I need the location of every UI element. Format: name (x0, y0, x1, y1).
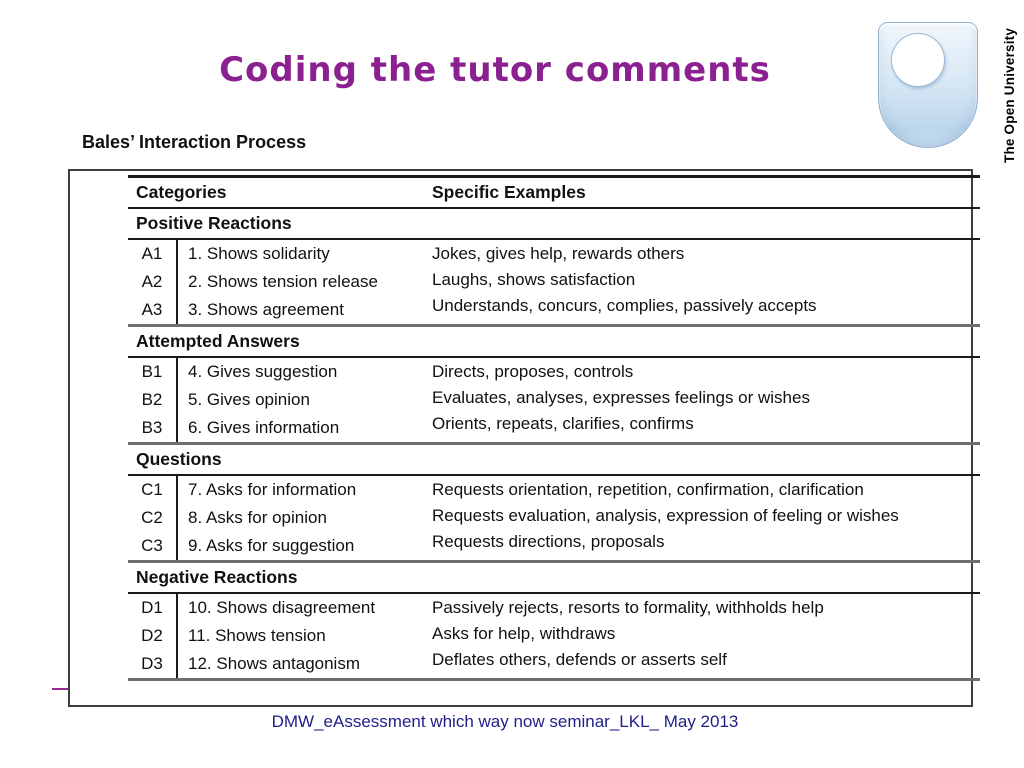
table-section (128, 327, 980, 445)
categories-column (178, 358, 430, 442)
section-title: Questions (128, 445, 980, 476)
section-title: Negative Reactions (128, 563, 980, 594)
row-category: 5. Gives opinion (188, 390, 310, 409)
row-code: D3 (141, 654, 163, 673)
row-code: A1 (141, 244, 163, 263)
codes-column (128, 594, 178, 678)
row-example: Directs, proposes, controls (432, 362, 634, 381)
row-category: 6. Gives information (188, 418, 340, 437)
table-sections (128, 209, 980, 681)
row-category: 9. Asks for suggestion (188, 536, 355, 555)
row-code: D1 (141, 598, 163, 617)
row-code: A2 (141, 272, 163, 291)
section-body (128, 358, 980, 442)
section-body (128, 240, 980, 324)
column-header-categories: Categories (136, 182, 227, 202)
row-code: D2 (141, 626, 163, 645)
page-title: Coding the tutor comments (219, 50, 771, 90)
row-example: Evaluates, analyses, expresses feelings or wishes (432, 388, 810, 407)
bales-interaction-table (128, 175, 980, 681)
row-example: Requests directions, proposals (432, 532, 665, 551)
row-code: C1 (141, 480, 163, 499)
row-code: C3 (141, 536, 163, 555)
logo-circle-icon (891, 33, 945, 87)
table-caption: Bales’ Interaction Process (82, 132, 307, 152)
codes-column (128, 240, 178, 324)
row-example: Laughs, shows satisfaction (432, 270, 636, 289)
row-category: 8. Asks for opinion (188, 508, 327, 527)
row-example: Requests orientation, repetition, confirmation, clarification (432, 480, 864, 499)
row-example: Understands, concurs, complies, passively accepts (432, 296, 817, 315)
codes-column (128, 358, 178, 442)
row-code: B1 (141, 362, 163, 381)
table-section (128, 563, 980, 681)
row-category: 10. Shows disagreement (188, 598, 376, 617)
examples-column (430, 476, 980, 560)
section-body (128, 476, 980, 560)
row-example: Deflates others, defends or asserts self (432, 650, 727, 669)
table-header-row (128, 178, 980, 209)
row-category: 1. Shows solidarity (188, 244, 330, 263)
row-example: Jokes, gives help, rewards others (432, 244, 685, 263)
row-category: 11. Shows tension (188, 626, 326, 645)
row-example: Asks for help, withdraws (432, 624, 616, 643)
row-code: B3 (141, 418, 163, 437)
codes-column (128, 476, 178, 560)
categories-column (178, 240, 430, 324)
examples-column (430, 358, 980, 442)
row-code: C2 (141, 508, 163, 527)
examples-column (430, 594, 980, 678)
section-body (128, 594, 980, 678)
logo-vertical-text: The Open University (1002, 27, 1017, 163)
row-category: 12. Shows antagonism (188, 654, 360, 673)
row-category: 7. Asks for information (188, 480, 357, 499)
categories-column (178, 476, 430, 560)
row-category: 4. Gives suggestion (188, 362, 338, 381)
table-section (128, 209, 980, 327)
row-example: Orients, repeats, clarifies, confirms (432, 414, 694, 433)
section-title: Attempted Answers (128, 327, 980, 358)
row-example: Requests evaluation, analysis, expression of feeling or wishes (432, 506, 899, 525)
column-header-specific-examples: Specific Examples (432, 182, 586, 202)
categories-column (178, 594, 430, 678)
row-category: 3. Shows agreement (188, 300, 344, 319)
row-category: 2. Shows tension release (188, 272, 378, 291)
row-example: Passively rejects, resorts to formality, withholds help (432, 598, 824, 617)
row-code: B2 (141, 390, 163, 409)
table-section (128, 445, 980, 563)
accent-line (52, 688, 68, 690)
examples-column (430, 240, 980, 324)
row-code: A3 (141, 300, 163, 319)
open-university-logo-icon (878, 22, 978, 148)
footer-text: DMW_eAssessment which way now seminar_LKL_ May 2013 (271, 712, 739, 731)
section-title: Positive Reactions (128, 209, 980, 240)
